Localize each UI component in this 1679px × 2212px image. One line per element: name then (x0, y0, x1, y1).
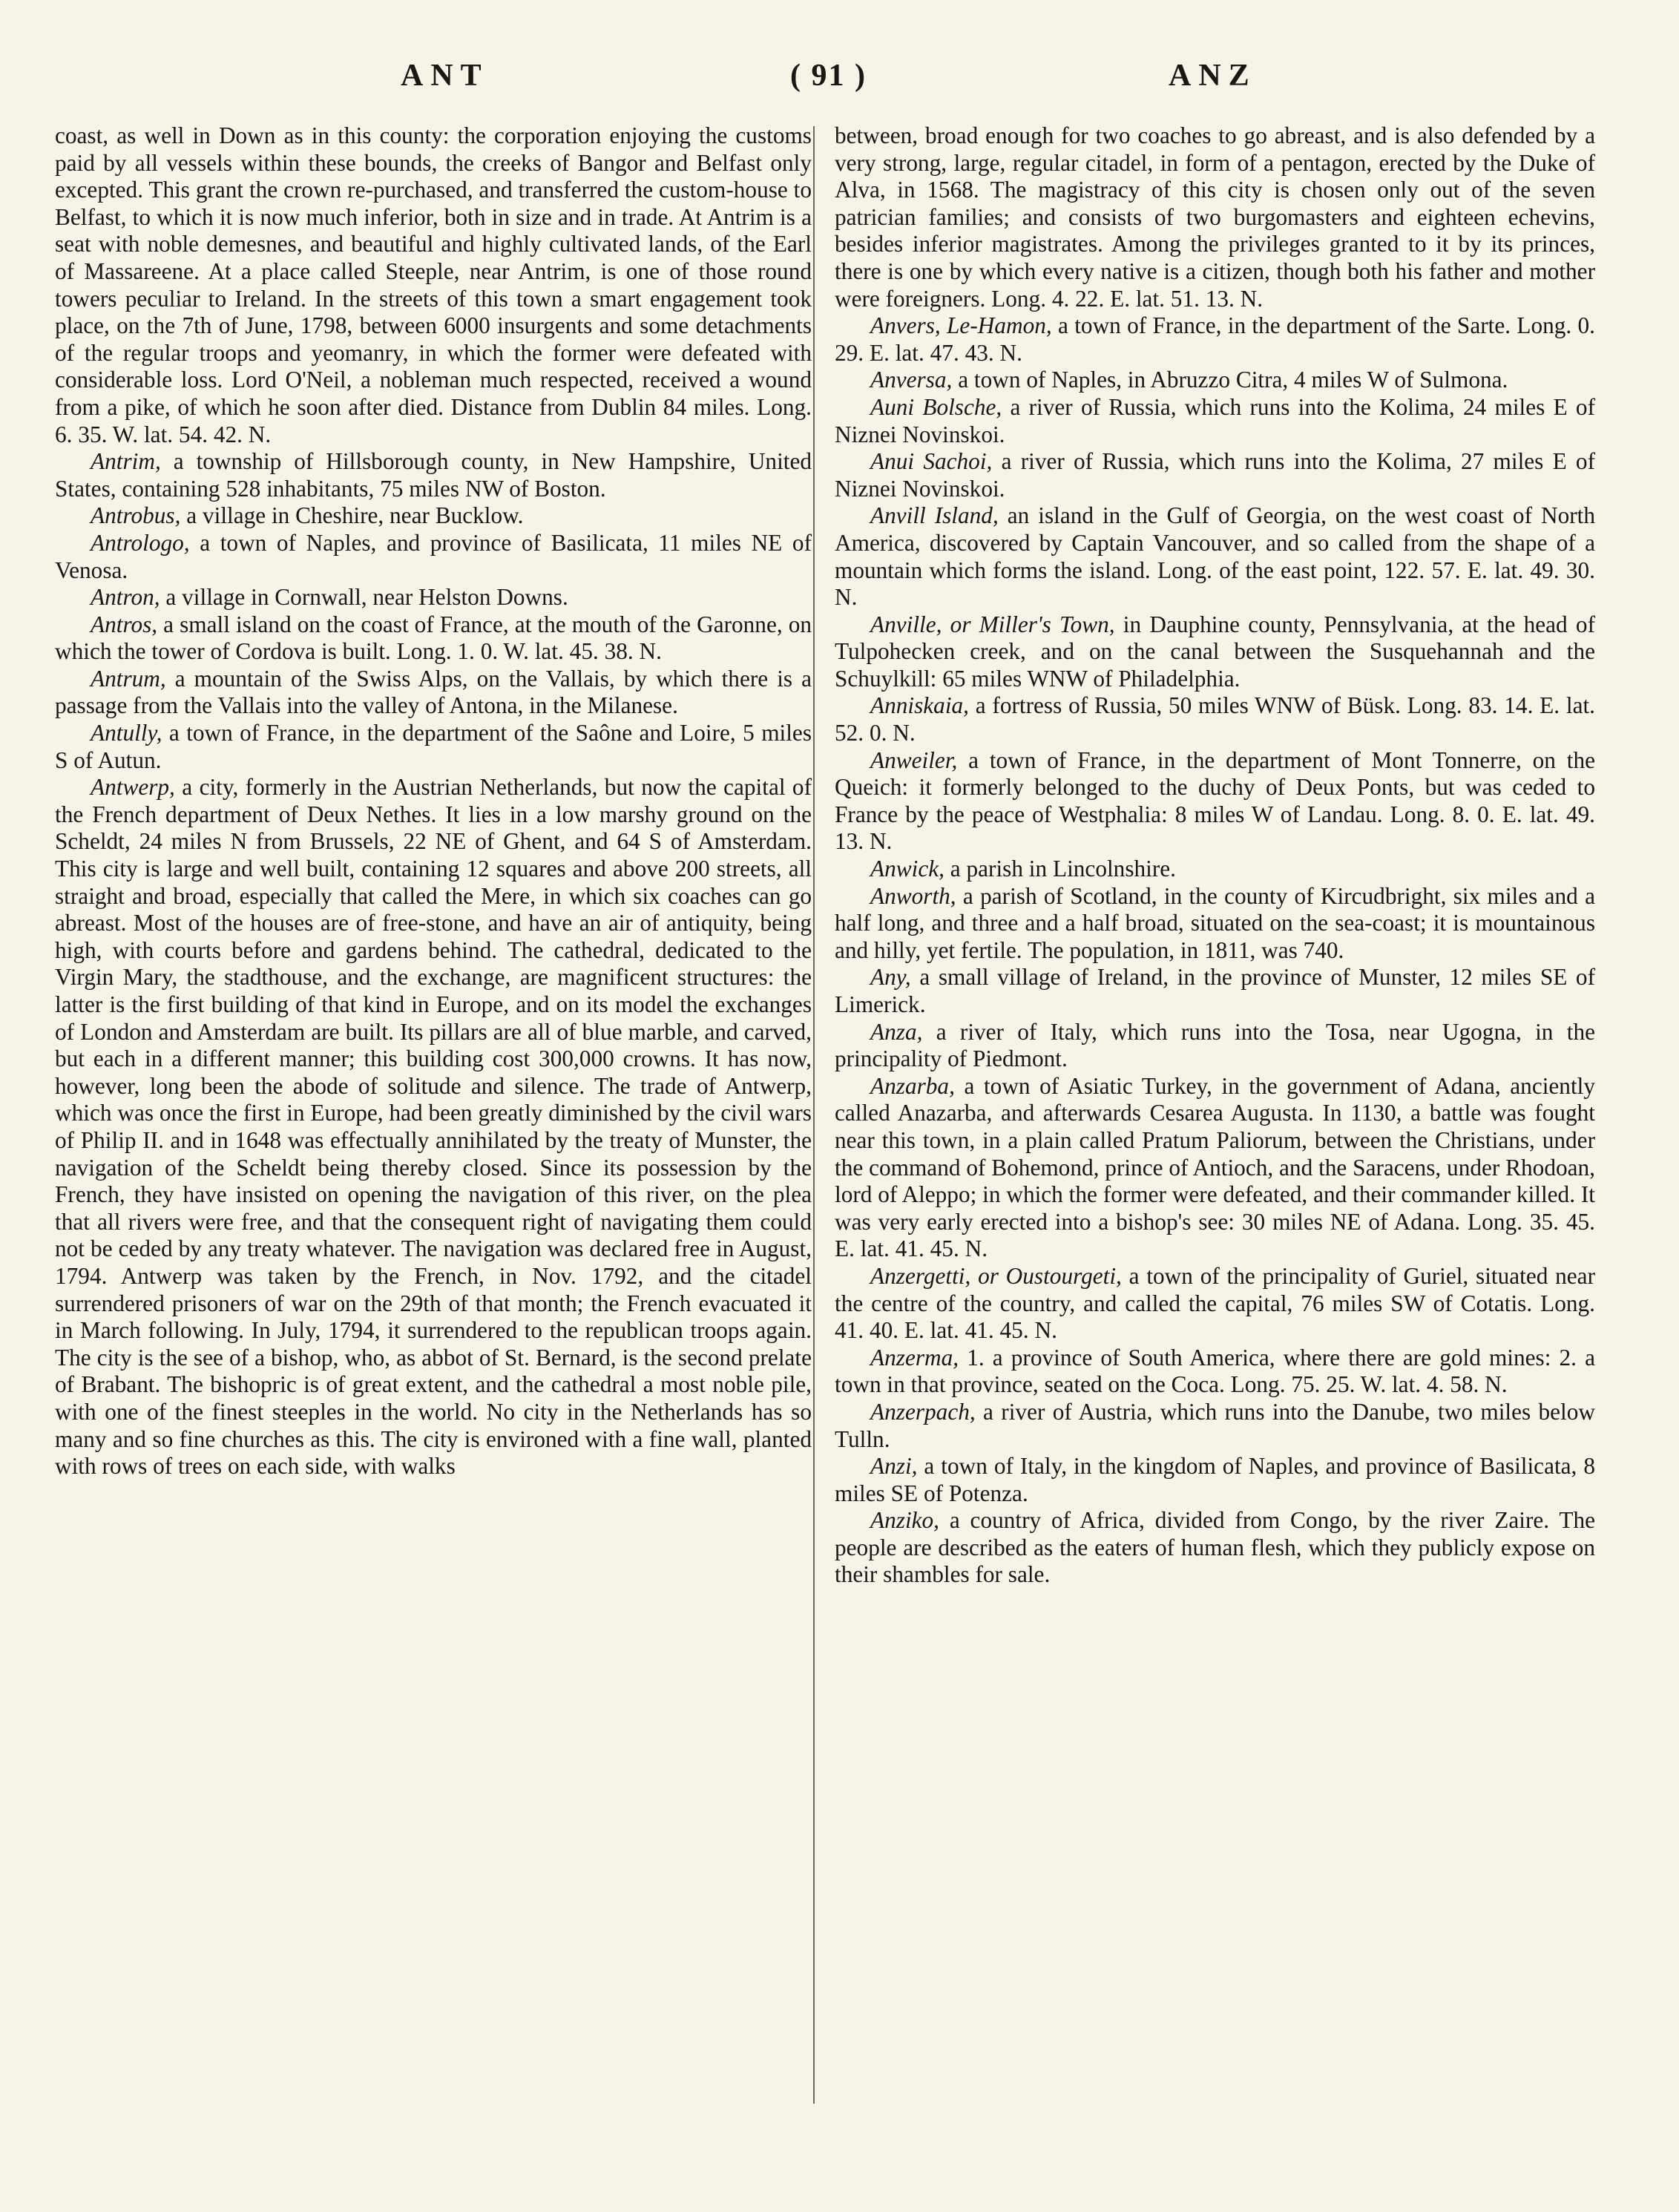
gazetteer-entry (55, 530, 812, 584)
entry-headword: Anvers, Le-Hamon, (870, 312, 1052, 339)
entry-text: a country of Africa, divided from Congo, by the river Zaire. The people are described as the eaters of human flesh, which they publicly expose on their shambles for sale. (835, 1507, 1595, 1588)
entry-headword: Anzarba, (870, 1072, 955, 1099)
entry-headword: Anville, or Miller's Town, (870, 611, 1115, 637)
entry-headword: Anvill Island, (870, 502, 999, 529)
entry-headword: Antros, (91, 611, 158, 637)
entry-headword: Anweiler, (870, 746, 958, 773)
gazetteer-entry (835, 692, 1595, 746)
entry-headword: Anzerpach, (870, 1398, 976, 1425)
entry-headword: Antrobus, (91, 502, 181, 529)
entry-text: in Dauphine county, Pennsylvania, at the head of Tulpohecken creek, and on the canal between the Susquehannah and the Schuylkill: 65 miles WNW of Philadelphia. (835, 611, 1595, 692)
entry-text: a city, formerly in the Austrian Netherlands, but now the capital of the French department of Deux Nethes. It lies in a low marshy ground on the Scheldt, 24 miles N from Brussels, 22 NE of Ghent, and 64 S of Amsterdam. This city is large and well built, containing 12 squares and above 200 streets, all straight and broad, especially that called the Mere, in which six coaches can go abreast. Most of the houses are of free-stone, and have an air of antiquity, being high, with courts before and gardens behind. The cathedral, dedicated to the Virgin Mary, the stadthouse, and the exchange, are magnificent structures: the latter is the first building of that kind in Europe, and on its model the exchanges of London and Amsterdam are built. Its pillars are all of blue marble, and carved, but each in a different manner; this building cost 300,000 crowns. It has now, however, long been the abode of solitude and silence. The trade of Antwerp, which was once the first in Europe, had been greatly diminished by the civil wars of Philip II. and in 1648 was effectually annihilated by the treaty of Munster, the navigation of the Scheldt being thereby closed. Since its possession by the French, they have insisted on opening the navigation of this river, on the plea that all rivers were free, and that the consequent right of navigating them could not be ceded by any treaty whatever. The navigation was declared free in August, 1794. Antwerp was taken by the French, in Nov. 1792, and the citadel surrendered prisoners of war on the 29th of that month; the French evacuated it in March following. In July, 1794, it surrendered to the republican troops again. The city is the see of a bishop, who, as abbot of St. Bernard, is the second prelate of Brabant. The bishopric is of great extent, and the cathedral a most noble pile, with one of the finest steeples in the world. No city in the Netherlands has so many and so fine churches as this. The city is environed with a fine wall, planted with rows of trees on each side, with walks (55, 774, 812, 1480)
entry-text: a mountain of the Swiss Alps, on the Vallais, by which there is a passage from the Vallais into the valley of Antona, in the Milanese. (55, 665, 812, 719)
gazetteer-entry (55, 611, 812, 666)
entry-text: a town of France, in the department of the Sarte. Long. 0. 29. E. lat. 47. 43. N. (835, 312, 1595, 366)
entry-headword: Anwick, (870, 856, 944, 882)
gazetteer-entry (835, 611, 1595, 693)
entry-text: a town of the principality of Guriel, situated near the centre of the country, and called the capital, 76 miles SW of Cotatis. Long. 41. 40. E. lat. 41. 45. N. (835, 1262, 1595, 1344)
gazetteer-entry (835, 502, 1595, 611)
entry-text: a town of Italy, in the kingdom of Naples, and province of Basilicata, 8 miles SE of Potenza. (835, 1453, 1595, 1506)
gazetteer-entry (835, 394, 1595, 448)
entry-continuation (835, 122, 1595, 312)
entry-text: between, broad enough for two coaches to go abreast, and is also defended by a very strong, large, regular citadel, in form of a pentagon, erected by the Duke of Alva, in 1568. The magistracy of this city is chosen only out of the seven patrician families; and consists of two burgomasters and eighteen echevins, besides inferior magistrates. Among the privileges granted to it by its princes, there is one by which every native is a citizen, though both his father and mother were foreigners. Long. 4. 22. E. lat. 51. 13. N. (835, 122, 1595, 312)
entry-text: a town of Naples, in Abruzzo Citra, 4 miles W of Sulmona. (952, 367, 1508, 393)
gazetteer-entry (835, 883, 1595, 965)
entry-headword: Antully, (91, 720, 162, 746)
entry-headword: Anziko, (870, 1507, 940, 1534)
entry-continuation (55, 122, 812, 448)
gazetteer-entry (835, 964, 1595, 1018)
gazetteer-entry (55, 584, 812, 611)
right-column (835, 122, 1595, 1589)
entry-headword: Anniskaia, (870, 692, 969, 719)
entry-text: a parish in Lincolnshire. (944, 856, 1176, 882)
gazetteer-entry (55, 666, 812, 720)
entry-text: a town of France, in the department of the Saône and Loire, 5 miles S of Autun. (55, 720, 812, 773)
entry-headword: Anzerma, (870, 1344, 959, 1371)
entry-text: a parish of Scotland, in the county of Kircudbright, six miles and a half long, and three and a half broad, situated on the sea-coast; it is mountainous and hilly, yet fertile. The population, in 1811, was 740. (835, 882, 1595, 963)
gazetteer-entry (835, 1453, 1595, 1507)
column-divider (813, 126, 815, 2104)
entry-text: a river of Russia, which runs into the Kolima, 24 miles E of Niznei Novinskoi. (835, 393, 1595, 447)
entry-headword: Antwerp, (91, 774, 175, 801)
entry-headword: Anui Sachoi, (870, 448, 993, 475)
page-number: ( 91 ) (790, 59, 867, 93)
entry-text: a river of Russia, which runs into the Kolima, 27 miles E of Niznei Novinskoi. (835, 448, 1595, 502)
gazetteer-entry (835, 312, 1595, 367)
gazetteer-entry (55, 720, 812, 774)
entry-headword: Antron, (91, 584, 160, 611)
gazetteer-entry (835, 1345, 1595, 1399)
gazetteer-entry (835, 367, 1595, 394)
entry-text: a town of Naples, and province of Basilicata, 11 miles NE of Venosa. (55, 529, 812, 583)
entry-headword: Antrim, (91, 448, 161, 475)
gazetteer-entry (55, 502, 812, 530)
entry-text: a village in Cheshire, near Bucklow. (180, 502, 524, 529)
entry-text: 1. a province of South America, where there are gold mines: 2. a town in that province, seated on the Coca. Long. 75. 25. W. lat. 4. 58. N. (835, 1344, 1595, 1398)
gazetteer-entry (835, 856, 1595, 883)
entry-headword: Anzi, (870, 1453, 918, 1480)
gazetteer-entry (55, 448, 812, 502)
gazetteer-entry (835, 1507, 1595, 1589)
entry-text: an island in the Gulf of Georgia, on the west coast of North America, discovered by Captain Vancouver, and so called from the shape of a mountain which forms the island. Long. of the east point, 122. 57. E. lat. 49. 30. N. (835, 502, 1595, 611)
entry-text: a small village of Ireland, in the province of Munster, 12 miles SE of Limerick. (835, 964, 1595, 1017)
header-left-keyword: ANT (401, 59, 489, 93)
entry-text: a village in Cornwall, near Helston Downs. (160, 584, 568, 611)
gazetteer-entry (835, 1263, 1595, 1345)
header-right-keyword: ANZ (1169, 59, 1257, 93)
page-header (0, 58, 1679, 102)
entry-text: a river of Italy, which runs into the Tosa, near Ugogna, in the principality of Piedmont. (835, 1018, 1595, 1072)
entry-headword: Anversa, (870, 367, 953, 393)
gazetteer-entry (835, 1399, 1595, 1453)
entry-text: a town of Asiatic Turkey, in the government of Adana, anciently called Anazarba, and afterwards Cesarea Augusta. In 1130, a battle was fought near this town, in a plain called Pratum Paliorum, between the Christians, under the command of Bohemond, prince of Antioch, and the Saracens, under Rhodoan, lord of Aleppo; in which the former were defeated, and their commander killed. It was very early erected into a bishop's see: 30 miles NE of Adana. Long. 35. 45. E. lat. 41. 45. N. (835, 1072, 1595, 1262)
entry-headword: Anworth, (870, 882, 956, 909)
gazetteer-entry (835, 747, 1595, 856)
left-column (55, 122, 812, 1480)
entry-headword: Auni Bolsche, (870, 393, 1002, 420)
entry-headword: Antrologo, (91, 529, 190, 556)
gazetteer-entry (835, 1073, 1595, 1263)
entry-text: a small island on the coast of France, at the mouth of the Garonne, on which the tower of Cordova is built. Long. 1. 0. W. lat. 45. 38. N. (55, 611, 812, 665)
entry-text: a fortress of Russia, 50 miles WNW of Büsk. Long. 83. 14. E. lat. 52. 0. N. (835, 692, 1595, 746)
gazetteer-entry (55, 774, 812, 1480)
entry-text: a river of Austria, which runs into the Danube, two miles below Tulln. (835, 1398, 1595, 1452)
entry-text: coast, as well in Down as in this county: the corporation enjoying the customs paid by all vessels within these bounds, the creeks of Bangor and Belfast only excepted. This grant the crown re-purchased, and transferred the custom-house to Belfast, to which it is now much inferior, both in size and in trade. At Antrim is a seat with noble demesnes, and beautiful and highly cultivated lands, of the Earl of Massareene. At a place called Steeple, near Antrim, is one of those round towers peculiar to Ireland. In the streets of this town a smart engagement took place, on the 7th of June, 1798, between 6000 insurgents and some detachments of the regular troops and yeomanry, in which the former were defeated with considerable loss. Lord O'Neil, a nobleman much respected, received a wound from a pike, of which he soon after died. Distance from Dublin 84 miles. Long. 6. 35. W. lat. 54. 42. N. (55, 122, 812, 447)
entry-text: a township of Hillsborough county, in New Hampshire, United States, containing 528 inhabitants, 75 miles NW of Boston. (55, 448, 812, 502)
entry-headword: Any, (870, 964, 911, 991)
gazetteer-entry (835, 448, 1595, 502)
entry-headword: Antrum, (91, 665, 166, 692)
entry-headword: Anzergetti, or Oustourgeti, (870, 1262, 1122, 1289)
entry-text: a town of France, in the department of Mont Tonnerre, on the Queich: it formerly belonged to the duchy of Deux Ponts, but was ceded to France by the peace of Westphalia: 8 miles W of Landau. Long. 8. 0. E. lat. 49. 13. N. (835, 746, 1595, 855)
gazetteer-entry (835, 1019, 1595, 1073)
entry-headword: Anza, (870, 1018, 923, 1045)
